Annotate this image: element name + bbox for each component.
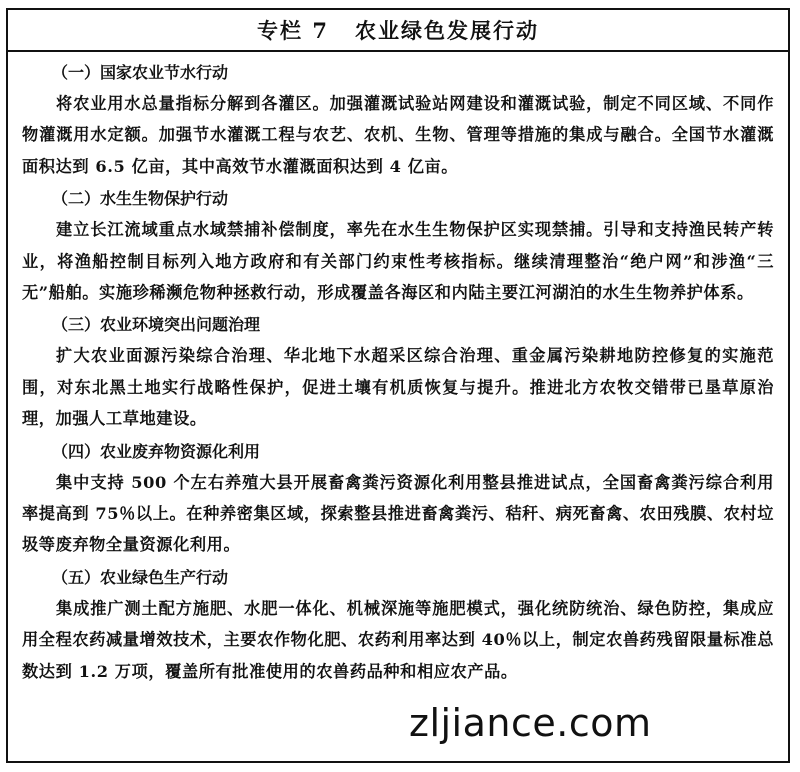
section-paragraph: 建立长江流域重点水域禁捕补偿制度，率先在水生生物保护区实现禁捕。引导和支持渔民转产转业，将渔船控制目标列入地方政府和有关部门约束性考核指标。继续清理整治“绝户网”和涉渔“三无”船舶。实施珍稀濒危物种拯救行动，形成覆盖各海区和内陆主要江河湖泊的水生生物养护体系。 [22, 220, 774, 303]
section-3 [22, 310, 774, 434]
section-heading: （二）水生生物保护行动 [52, 189, 229, 209]
column-box [6, 8, 790, 763]
section-4 [22, 437, 774, 561]
section-paragraph: 扩大农业面源污染综合治理、华北地下水超采区综合治理、重金属污染耕地防控修复的实施范围，对东北黑土地实行战略性保护，促进土壤有机质恢复与提升。推进北方农牧交错带已垦草原治理，加强人工草地建设。 [22, 346, 774, 429]
section-paragraph: 集成推广测土配方施肥、水肥一体化、机械深施等施肥模式，强化统防统治、绿色防控，集成应用全程农药减量增效技术，主要农作物化肥、农药利用率达到 40％以上，制定农兽药残留限量标准总数达到 1.2 万项，覆盖所有批准使用的农兽药品种和相应农产品。 [22, 598, 774, 681]
section-heading: （三）农业环境突出问题治理 [52, 315, 261, 335]
section-paragraph: 集中支持 500 个左右养殖大县开展畜禽粪污资源化利用整县推进试点，全国畜禽粪污综合利用率提高到 75％以上。在种养密集区域，探索整县推进畜禽粪污、秸秆、病死畜禽、农田残膜、农村垃圾等废弃物全量资源化利用。 [22, 472, 774, 555]
column-number: 专栏 7 [257, 18, 329, 43]
column-title-text: 农业绿色发展行动 [354, 18, 539, 43]
column-content [8, 52, 788, 687]
section-heading: （一）国家农业节水行动 [52, 63, 229, 82]
section-heading: （四）农业废弃物资源化利用 [52, 441, 261, 461]
watermark: zljiance.com [403, 700, 658, 746]
section-paragraph: 将农业用水总量指标分解到各灌区。加强灌溉试验站网建设和灌溉试验，制定不同区域、不同作物灌溉用水定额。加强节水灌溉工程与农艺、农机、生物、管理等措施的集成与融合。全国节水灌溉面积达到 6.5 亿亩，其中高效节水灌溉面积达到 4 亿亩。 [22, 94, 774, 176]
section-1 [22, 58, 774, 182]
section-2 [22, 184, 774, 308]
section-5 [22, 563, 774, 687]
column-title [8, 10, 788, 52]
section-heading: （五）农业绿色生产行动 [52, 567, 229, 587]
